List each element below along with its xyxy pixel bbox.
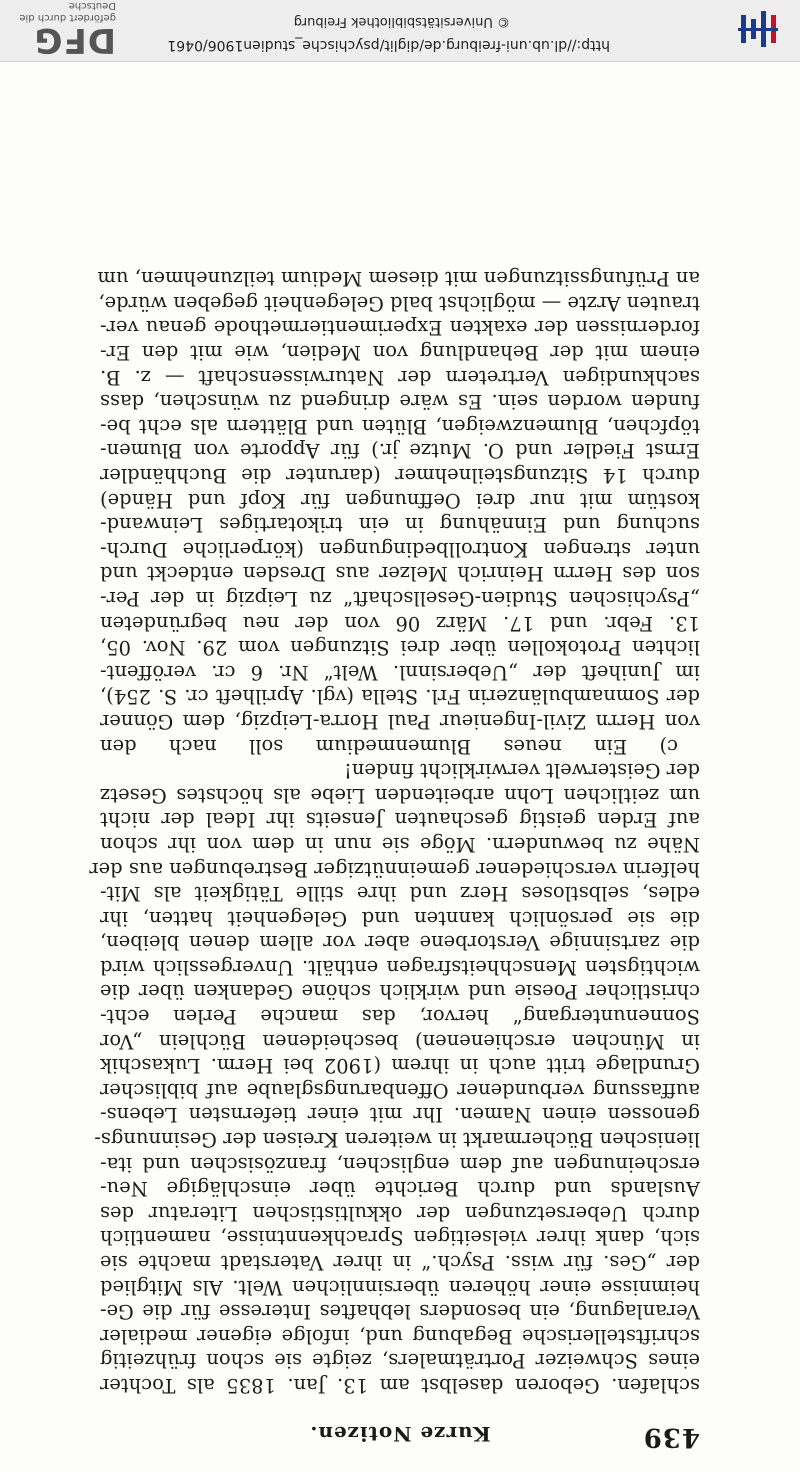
text-line: „Psychischen Studien-Gesellschaft“ zu Leipzig in der Per- <box>100 587 700 610</box>
text-line: c) Ein neues Blumenmedium soll nach den <box>100 734 678 758</box>
text-line: lienischen Büchermarkt in weiteren Kreisen der Gesinnungs- <box>94 1128 700 1152</box>
text-line: der Geisterwelt verwirklicht finden! <box>343 759 700 783</box>
dfg-logo-subtitle-1: gefördert durch die <box>19 12 116 23</box>
text-line: wichtigsten Menschheitsfragen enthält. Unvergesslich wird <box>100 955 700 979</box>
university-library-logo-icon <box>734 9 780 49</box>
text-line: Auslands und durch Berichte über einschlägige Neu- <box>100 1177 700 1201</box>
text-line: auf Erden geistig geschauten Jenseits ihr Ideal der nicht <box>100 808 700 832</box>
text-line: einem mit der Behandlung von Medien, wie mit den Er- <box>100 341 700 365</box>
text-line: helferin verschiedener gemeinnütziger Bestrebungen aus der <box>89 857 700 881</box>
text-line: son des Herrn Heinrich Melzer aus Dresden entdeckt und <box>100 562 700 586</box>
dfg-logo-letters: DFG <box>33 20 116 60</box>
text-line: Grundlage tritt auch in ihrem (1902 bei Herm. Lukaschik <box>100 1054 700 1078</box>
text-line: sachkundigen Vertretern der Naturwissenschaft — z. B. <box>100 365 700 389</box>
text-line: der Somnambulänzerin Frl. Stella (vgl. Aprilheft cr. S. 254), <box>100 685 700 709</box>
text-line: suchung und Einnähung in ein trikotartiges Leinwand- <box>100 513 700 537</box>
text-line: funden worden sein. Es wäre dringend zu wünschen, dass <box>100 390 700 414</box>
text-line: durch 14 Sitzungsteilnehmer (darunter die Buchhändler <box>100 464 700 488</box>
text-line: an Prüfungssitzungen mit diesem Medium teilzunehmen, um <box>97 267 700 291</box>
copyright-notice: © Universitätsbibliothek Freiburg <box>293 14 510 29</box>
page-number: 439 <box>642 1422 700 1452</box>
text-line: die sie persönlich kannten und Gelegenheit hatten, ihr <box>100 906 700 930</box>
text-line: von Herrn Zivil-Ingenieur Paul Horra-Leipzig, dem Gönner <box>100 709 700 733</box>
body-text <box>89 266 700 1397</box>
text-line: die zartsinnige Verstorbene aber vor allem denen bleiben, <box>100 931 700 955</box>
text-line: schriftstellerische Begabung und, infolge eigener medialer <box>100 1324 700 1348</box>
text-line: Nähe zu bewundern. Möge sie nun in dem von ihr schon <box>100 832 700 856</box>
text-line: auffassung verbundener Offenbarungsglaube auf biblischer <box>100 1078 700 1102</box>
text-line: schlafen. Geboren daselbst am 13. Jan. 1835 als Tochter <box>100 1374 700 1397</box>
text-line: töpfchen, Blumenzweigen, Blüten und Blättern als echt be- <box>100 414 700 438</box>
text-line: sich, dank ihrer vielseitigen Sprachkenntnisse, namentlich <box>100 1226 700 1250</box>
text-line: um zeitlichen Lohn arbeitenden Liebe als höchstes Gesetz <box>100 783 700 807</box>
text-line: edles, selbstloses Herz und ihre stille Tätigkeit als Mit- <box>100 882 700 906</box>
running-title: Kurze Notizen. <box>309 1422 491 1446</box>
text-line: eines Schweizer Porträtmalers, zeigte sie schon frühzeitig <box>100 1349 700 1373</box>
text-line: 13. Febr. und 17. März 06 von der neu begründeten <box>100 611 700 635</box>
text-line: durch Uebersetzungen der okkultistischen Literatur des <box>100 1201 700 1225</box>
text-line: christlicher Poesie und wirklich schöne Gedanken über die <box>100 980 700 1004</box>
text-line: genossen einen Namen. Ihr mit einer tiefernsten Lebens- <box>100 1103 700 1127</box>
text-line: Veranlagung, ein besonders lebhaftes Interesse für die Ge- <box>100 1300 700 1324</box>
text-line: in München erschienenen) bescheidenen Büchlein „Vor <box>100 1029 700 1053</box>
page-header <box>100 1414 700 1454</box>
dfg-logo-subtitle-2: Deutsche <box>68 0 116 11</box>
source-url[interactable]: http://dl.ub.uni-freiburg.de/diglit/psychische_studien1906/0461 <box>167 37 610 53</box>
text-line: heimnisse einer höheren übersinnlichen Welt. Als Mitglied <box>100 1275 700 1299</box>
text-line: der „Ges. für wiss. Psych.“ in ihrer Vaterstadt machte sie <box>100 1251 700 1275</box>
text-line: kostüm mit nur drei Oeffnungen für Kopf und Hände) <box>100 488 700 512</box>
text-line: im Juniheft der „Uebersinnl. Welt“ Nr. 6 cr. veröffent- <box>100 660 700 684</box>
text-line: Sonnenuntergang“ hervor, das manche Perlen echt- <box>100 1005 700 1029</box>
text-line: unter strengen Kontrollbedingungen (körperliche Durch- <box>100 537 700 561</box>
footer-bar <box>0 0 800 62</box>
dfg-logo <box>6 0 116 60</box>
text-line: trauten Arzte — möglichst bald Gelegenheit gegeben würde, <box>98 291 700 315</box>
text-line: fordernissen der exakten Experimentiermethode genau ver- <box>100 316 700 340</box>
text-line: Ernst Fiedler und O. Mutze jr.) für Apporte von Blumen- <box>100 439 700 463</box>
text-line: erscheinungen auf dem englischen, französischen und ita- <box>100 1152 700 1176</box>
text-line: lichten Protokollen über drei Sitzungen vom 29. Nov. 05, <box>100 636 700 660</box>
